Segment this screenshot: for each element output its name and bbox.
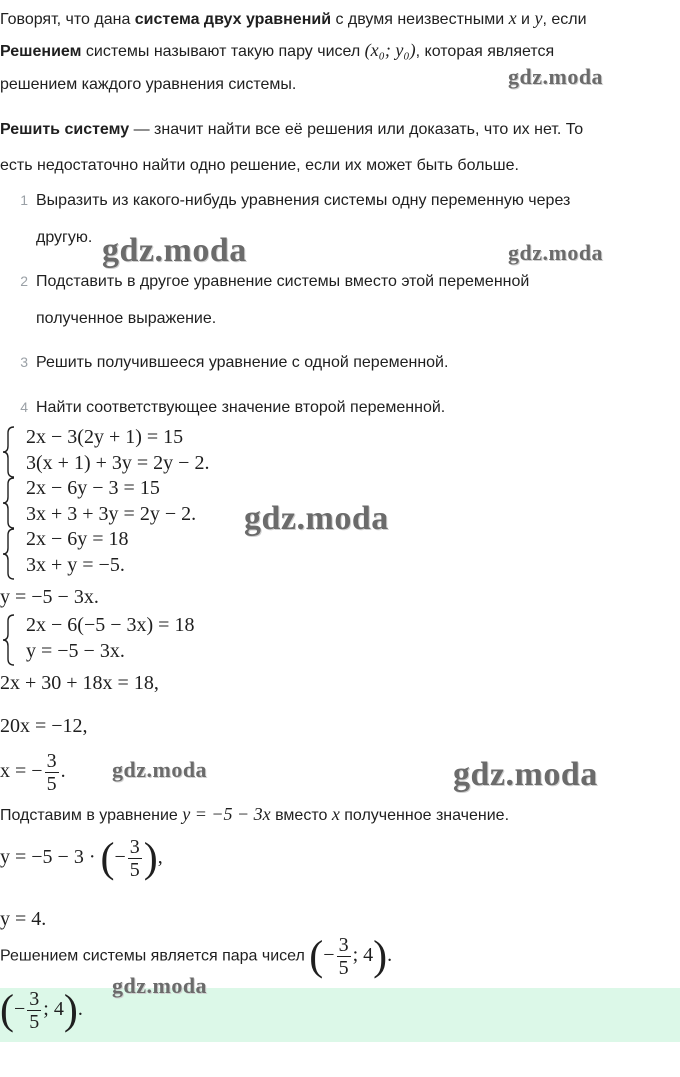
system-1-eq-1: 2x − 3(2y + 1) = 15 bbox=[26, 426, 184, 448]
system-3-eq-1: 2x − 6y = 18 bbox=[26, 528, 129, 550]
intro-line-1: Говорят, что дана система двух уравнений с двумя неизвестными x и y, если bbox=[0, 8, 587, 28]
step-3: 3 Решить получившееся уравнение с одной переменной. bbox=[20, 354, 449, 371]
solve-line-1: Решить систему — значит найти все её решения или доказать, что их нет. То bbox=[0, 121, 584, 138]
equation-y-expressed: y = −5 − 3x. bbox=[0, 586, 99, 608]
system-2-eq-1: 2x − 6y − 3 = 15 bbox=[26, 477, 160, 499]
substitution-line: Подставим в уравнение y = −5 − 3x вместо x полученное значение. bbox=[0, 804, 510, 824]
solve-line-2: есть недостаточно найти одно решение, если их может быть больше. bbox=[0, 157, 519, 174]
equation-20x: 20x = −12, bbox=[0, 715, 88, 737]
watermark: gdz.moda bbox=[112, 973, 208, 998]
equation-y-result: y = 4. bbox=[0, 908, 47, 930]
system-1-eq-2: 3(x + 1) + 3y = 2y − 2. bbox=[26, 452, 210, 474]
system-brace-3 bbox=[2, 527, 16, 581]
watermark: gdz.moda bbox=[102, 232, 247, 269]
step-1-cont: другую. bbox=[36, 229, 93, 246]
step-4: 4 Найти соответствующее значение второй переменной. bbox=[20, 399, 446, 416]
equation-y-substituted: y = −5 − 3 · (− $\frac{3}{5}$ ), bbox=[0, 835, 163, 882]
system-brace-1 bbox=[2, 425, 16, 479]
intro-line-2: Решением системы называют такую пару чисел (x₀; y₀), которая является bbox=[0, 40, 555, 60]
fraction: $\frac{3}{5}$ bbox=[338, 934, 349, 979]
step-2: 2 Подставить в другое уравнение системы вместо этой переменной bbox=[20, 273, 530, 290]
result-line: Решением системы является пара чисел (− $\frac{3}{5}$ ; 4). bbox=[0, 933, 393, 980]
system-2-eq-2: 3x + 3 + 3y = 2y − 2. bbox=[26, 503, 197, 525]
system-brace-2 bbox=[2, 476, 16, 530]
answer-box bbox=[0, 988, 680, 1042]
step-1: 1 Выразить из какого-нибудь уравнения системы одну переменную через bbox=[20, 192, 571, 209]
intro-line-3: решением каждого уравнения системы. bbox=[0, 76, 297, 93]
system-4-eq-1: 2x − 6(−5 − 3x) = 18 bbox=[26, 614, 195, 636]
equation-x-value: x = − $\frac{3}{5}$ . bbox=[0, 750, 66, 795]
system-brace-4 bbox=[2, 613, 16, 667]
watermark: gdz.moda bbox=[244, 500, 389, 537]
system-3-eq-2: 3x + y = −5. bbox=[26, 554, 125, 576]
fraction: $\frac{3}{5}$ bbox=[46, 750, 57, 795]
fraction: $\frac{3}{5}$ bbox=[29, 988, 40, 1033]
watermark: gdz.moda bbox=[453, 756, 598, 793]
equation-combined: 2x + 30 + 18x = 18, bbox=[0, 672, 159, 694]
watermark: gdz.moda bbox=[508, 240, 604, 265]
watermark: gdz.moda bbox=[112, 757, 208, 782]
fraction: $\frac{3}{5}$ bbox=[129, 836, 140, 881]
watermark: gdz.moda bbox=[508, 64, 604, 89]
answer: (− $\frac{3}{5}$ ; 4). bbox=[0, 987, 83, 1034]
system-4-eq-2: y = −5 − 3x. bbox=[26, 640, 125, 662]
step-2-cont: полученное выражение. bbox=[36, 310, 217, 327]
